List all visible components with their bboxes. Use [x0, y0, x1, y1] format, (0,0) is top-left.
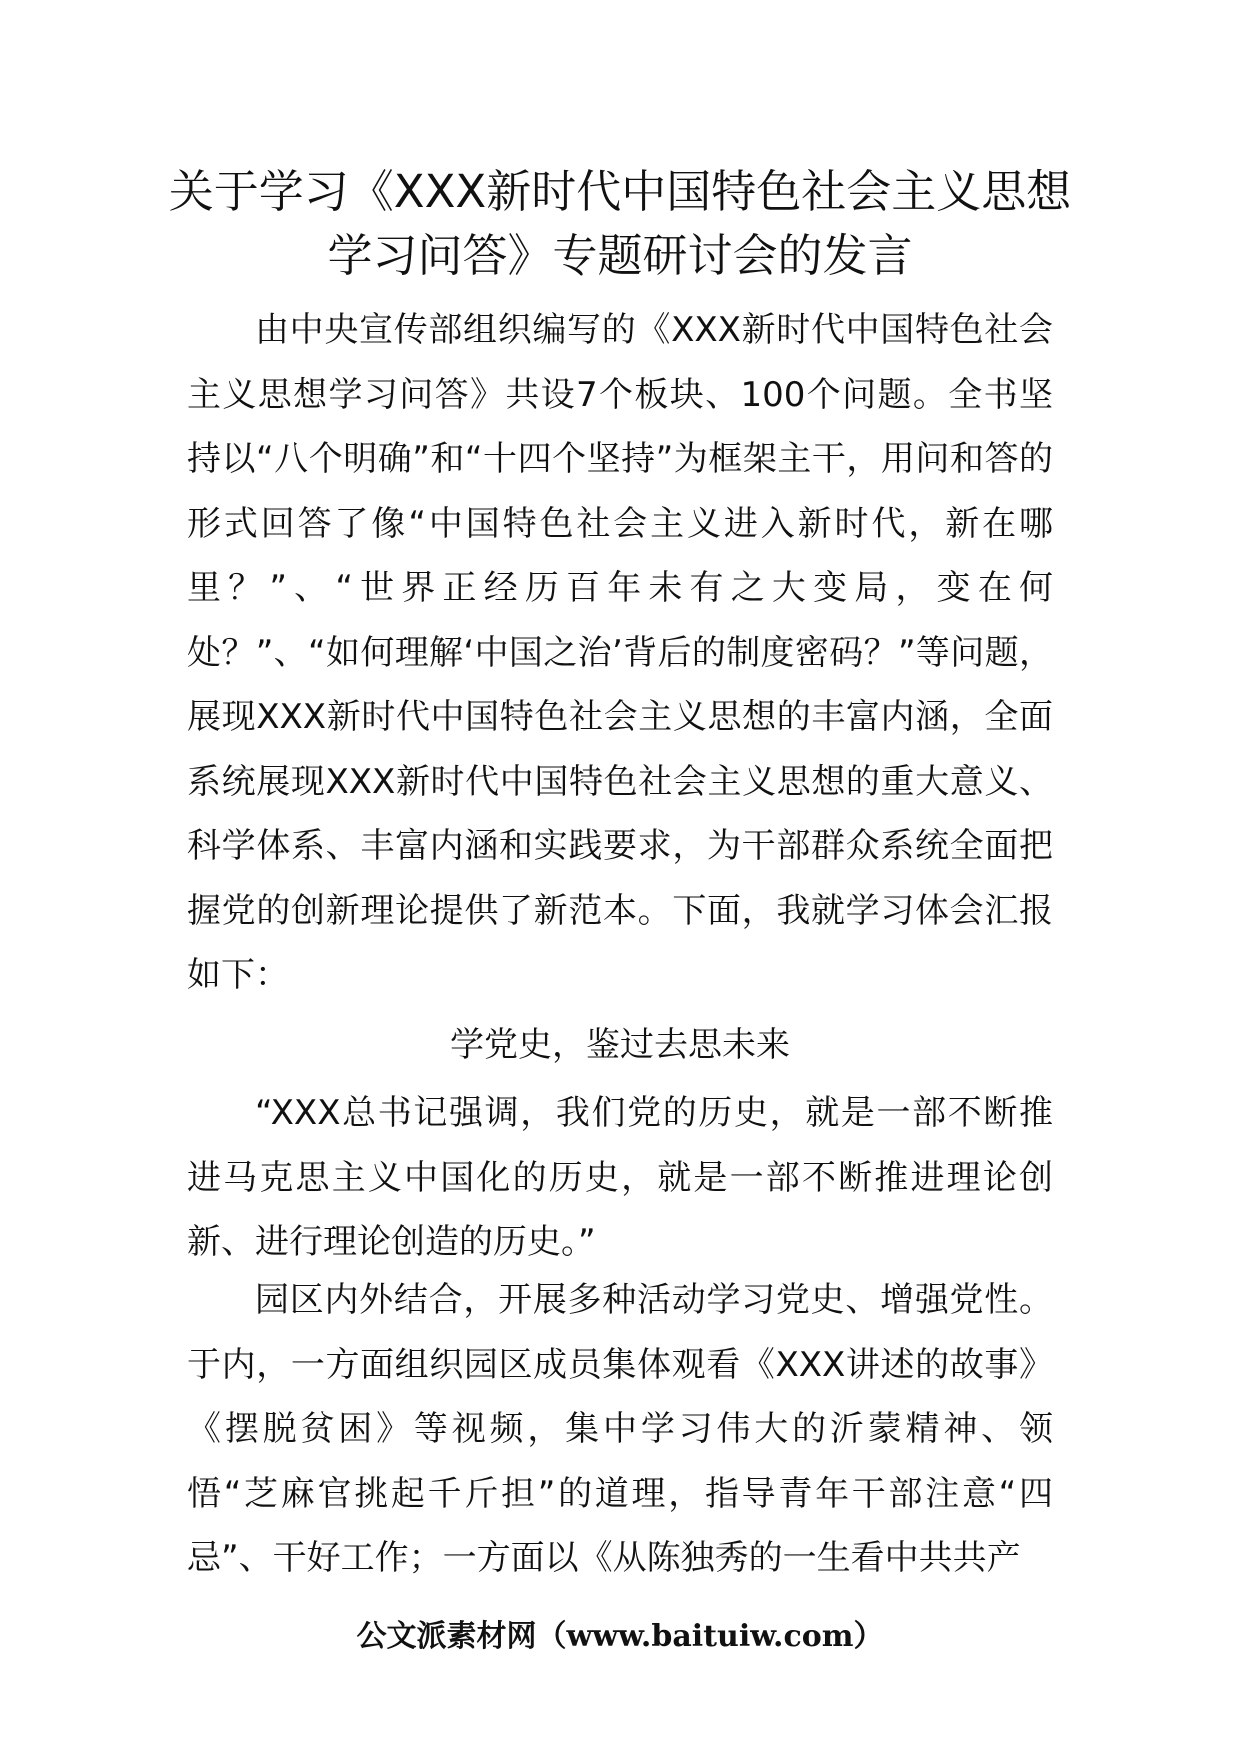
footer-watermark: 公文派素材网（www.baituiw.com） — [356, 1619, 884, 1654]
paragraph-activities: 园区内外结合，开展多种活动学习党史、增强党性。于内，一方面组织园区成员集体观看《XXX讲述的故事》《摆脱贫困》等视频，集中学习伟大的沂蒙精神、领悟“芝麻官挑起千斤担”的道理，指导青年干部注意“四忌”、干好工作；一方面以《从陈独秀的一生看中共共产 — [187, 1280, 1053, 1578]
paragraph-quote: “XXX总书记强调，我们党的历史，就是一部不断推进马克思主义中国化的历史，就是一部不断推进理论创新、进行理论创造的历史。” — [187, 1093, 1053, 1262]
paragraph-intro: 由中央宣传部组织编写的《XXX新时代中国特色社会主义思想学习问答》共设7个板块、100个问题。全书坚持以“八个明确”和“十四个坚持”为框架主干，用问和答的形式回答了像“中国特色社会主义进入新时代，新在哪里？”、“世界正经历百年未有之大变局，变在何处？”、“如何理解‘中国之治’背后的制度密码？”等问题，展现XXX新时代中国特色社会主义思想的丰富内涵，全面系统展现XXX新时代中国特色社会主义思想的重大意义、科学体系、丰富内涵和实践要求，为干部群众系统全面把握党的创新理论提供了新范本。下面，我就学习体会汇报如下： — [187, 310, 1053, 995]
document-title: 关于学习《XXX新时代中国特色社会主义思想学习问答》专题研讨会的发言 — [168, 165, 1072, 282]
section-heading: 学党史，鉴过去思未来 — [450, 1025, 790, 1065]
